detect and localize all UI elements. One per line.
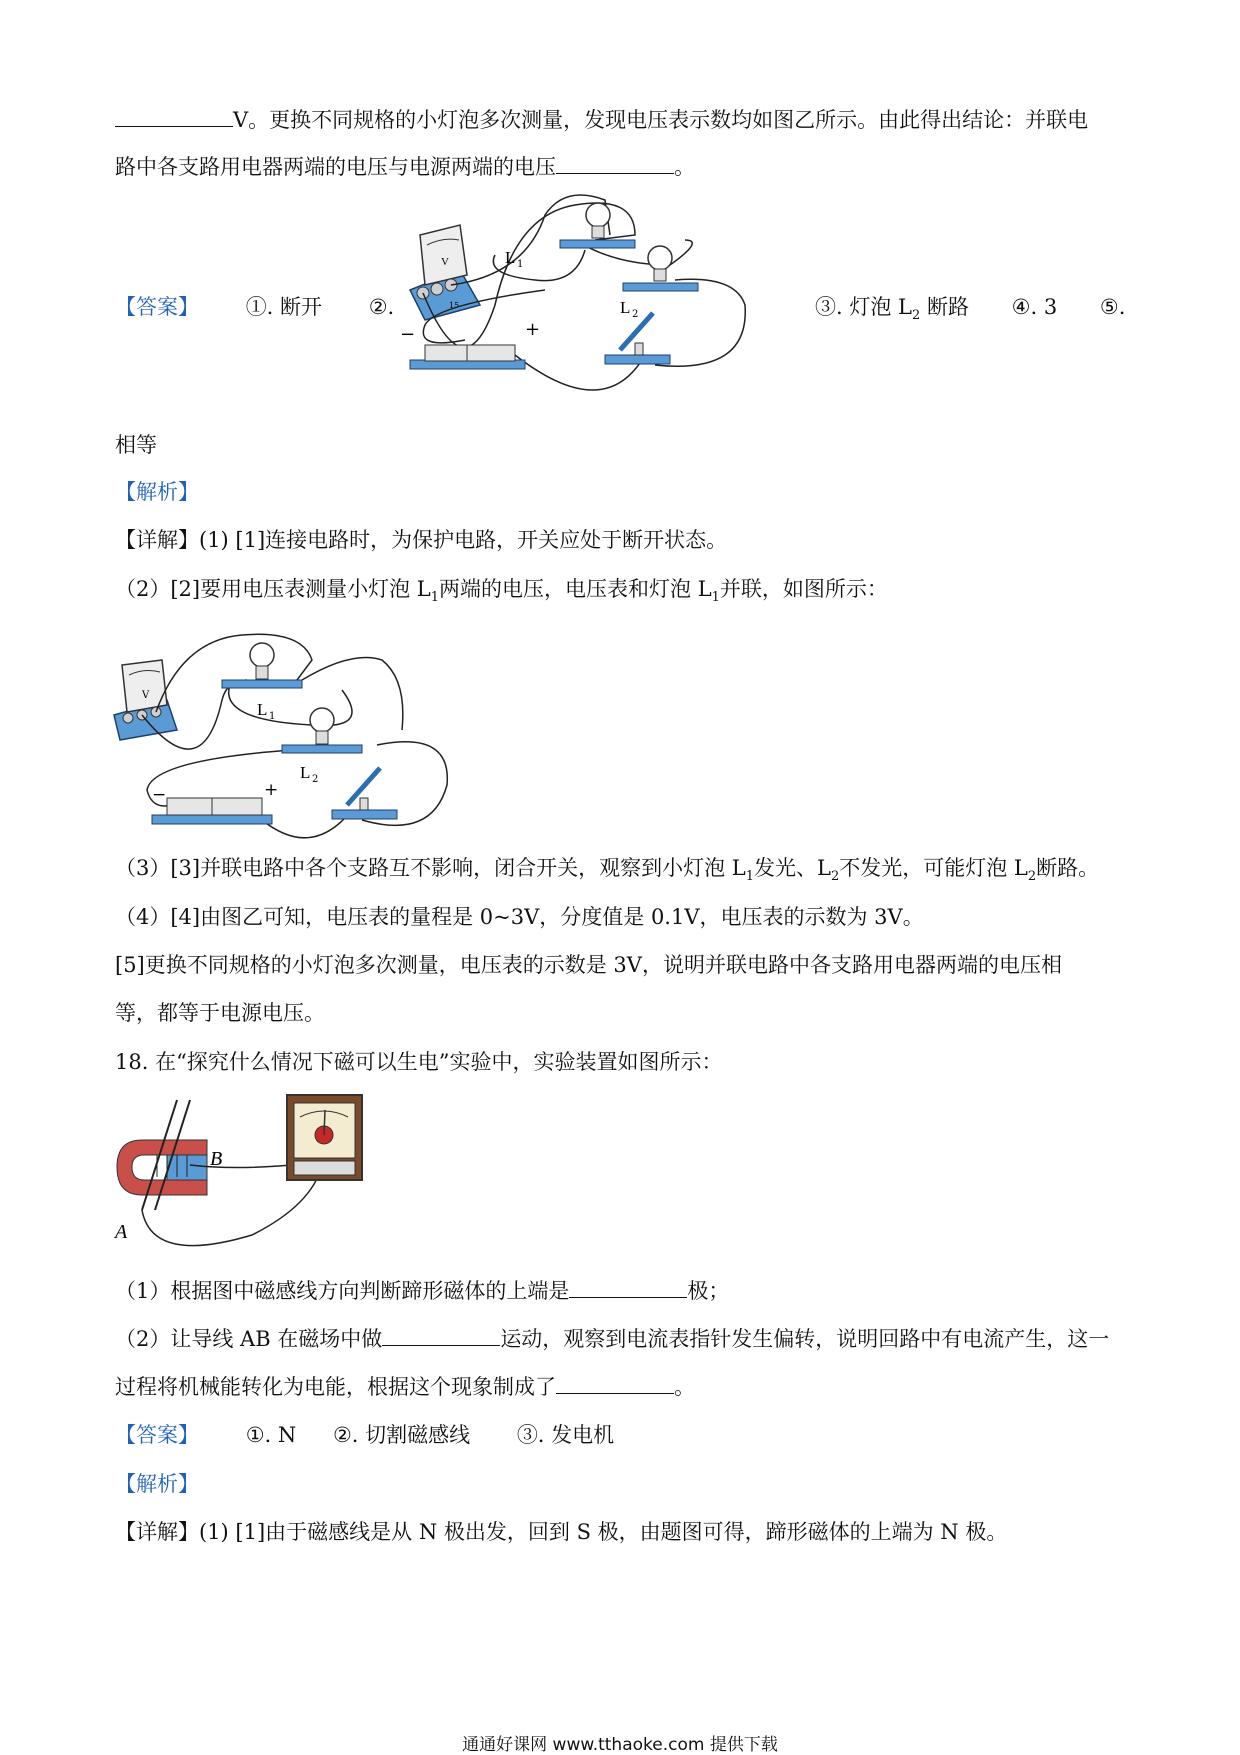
analysis-label: 【解析】: [115, 1472, 199, 1496]
battery-icon: [410, 345, 525, 369]
switch-icon: [605, 313, 670, 364]
q18-part2-b: 运动，观察到电流表指针发生偏转，说明回路中有电流产生，这一: [500, 1327, 1110, 1351]
answer-blank: [115, 106, 233, 127]
switch-icon: [332, 768, 397, 819]
answer-3: ③. 灯泡 L: [815, 295, 912, 319]
detail-2: [115, 574, 888, 613]
lamp-l2-icon: [623, 246, 698, 291]
q18-part3-b: 。: [674, 1375, 695, 1399]
detail-1: 【详解】(1) [1]连接电路时，为保护电路，开关应处于断开状态。: [115, 528, 728, 552]
detail-3: [115, 853, 1099, 892]
circuit-diagram-analysis: [112, 620, 472, 840]
answer-row-right: [815, 292, 1125, 331]
page-footer: 通通好课网 www.tthaoke.com 提供下载: [462, 1735, 778, 1755]
circuit-diagram-answer: [400, 195, 775, 415]
answer-1: ①. N: [245, 1423, 297, 1447]
analysis-label: 【解析】: [115, 480, 199, 504]
detail-2-b: 两端的电压，电压表和灯泡 L: [439, 577, 712, 601]
galvanometer-icon: [287, 1095, 362, 1180]
answer-blank: [556, 1373, 674, 1394]
q18-answer-row: [115, 1420, 614, 1450]
label-a: A: [115, 1221, 128, 1243]
lamp-l1-subscript: 1: [517, 259, 524, 270]
detail-3-a: （3）[3]并联电路中各个支路互不影响，闭合开关，观察到小灯泡 L: [115, 856, 746, 880]
subscript: 1: [745, 869, 755, 885]
induction-experiment-diagram: [112, 1095, 382, 1275]
q18-part3-a: 过程将机械能转化为电能，根据这个现象制成了: [115, 1375, 556, 1399]
question-text: V。更换不同规格的小灯泡多次测量，发现电压表示数均如图乙所示。由此得出结论：并联电: [233, 108, 1089, 132]
battery-plus: +: [525, 319, 541, 340]
lamp-l2-subscript: 2: [632, 309, 639, 320]
detail-3-b: 发光、L: [754, 856, 831, 880]
question-text: 路中各支路用电器两端的电压与电源两端的电压: [115, 155, 556, 179]
answer-1: ①. 断开: [245, 295, 323, 319]
q18-part2: [115, 1324, 1109, 1354]
q18-part1-b: 极；: [687, 1279, 730, 1303]
terminal-label: 15: [449, 301, 460, 310]
q18-part1-a: （1）根据图中磁感线方向判断蹄形磁体的上端是: [115, 1279, 570, 1303]
lamp-l2-label: L: [300, 763, 311, 782]
answer-blank: [556, 153, 674, 174]
battery-icon: [152, 798, 272, 824]
voltmeter-label: V: [441, 256, 449, 268]
voltmeter-label: V: [142, 690, 150, 701]
text-line: [115, 105, 1088, 135]
answer-5: ⑤.: [1099, 295, 1126, 319]
subscript: 1: [711, 590, 720, 606]
answer-label: 【答案】: [115, 295, 199, 319]
answer-3: ③. 发电机: [516, 1423, 615, 1447]
q18-part1: [115, 1276, 729, 1306]
punctuation: 。: [674, 155, 695, 179]
q18-part2-a: （2）让导线 AB 在磁场中做: [115, 1327, 383, 1351]
q18-part3: [115, 1372, 695, 1402]
lamp-l1-label: L: [257, 700, 268, 719]
answer-blank: [569, 1277, 687, 1298]
detail-3-d: 断路。: [1036, 856, 1100, 880]
detail-6: 等，都等于电源电压。: [115, 1001, 325, 1025]
answer-row: [115, 292, 394, 322]
label-b: B: [210, 1148, 223, 1170]
detail-4: （4）[4]由图乙可知，电压表的量程是 0~3V，分度值是 0.1V，电压表的示数为 3V。: [115, 905, 924, 929]
voltmeter-icon: [114, 660, 177, 740]
battery-minus: −: [152, 785, 167, 805]
lamp-l2-subscript: 2: [312, 774, 319, 785]
answer-5-continuation: 相等: [115, 433, 157, 457]
subscript: 2: [911, 308, 921, 324]
answer-2: ②.: [368, 295, 395, 319]
question-18-stem: 18. 在“探究什么情况下磁可以生电”实验中，实验装置如图所示：: [115, 1050, 723, 1074]
lamp-l2-label: L: [620, 298, 631, 317]
subscript: 1: [430, 590, 440, 606]
lamp-l1-label: L: [505, 248, 516, 267]
battery-minus: −: [400, 324, 416, 345]
answer-label: 【答案】: [115, 1423, 199, 1447]
lamp-l2-icon: [282, 708, 362, 753]
detail-3-c: 不发光，可能灯泡 L: [839, 856, 1028, 880]
answer-2: ②. 切割磁感线: [332, 1423, 471, 1447]
subscript: 2: [1027, 869, 1037, 885]
detail-5: [5]更换不同规格的小灯泡多次测量，电压表的示数是 3V，说明并联电路中各支路用电器两端的电压相: [115, 953, 1062, 977]
lamp-l1-icon: [222, 643, 302, 688]
text-line: [115, 152, 695, 182]
answer-blank: [382, 1325, 500, 1346]
detail-2-a: （2）[2]要用电压表测量小灯泡 L: [115, 577, 431, 601]
voltmeter-icon: [410, 225, 480, 320]
answer-3-end: 断路: [920, 295, 969, 319]
q18-detail-1: 【详解】(1) [1]由于磁感线是从 N 极出发，回到 S 极，由题图可得，蹄形磁体的上端为 N 极。: [115, 1520, 1008, 1544]
battery-plus: +: [264, 780, 279, 800]
detail-2-c: 并联，如图所示：: [719, 577, 888, 601]
lamp-l1-subscript: 1: [269, 711, 276, 722]
subscript: 2: [830, 869, 840, 885]
answer-4: ④. 3: [1011, 295, 1058, 319]
